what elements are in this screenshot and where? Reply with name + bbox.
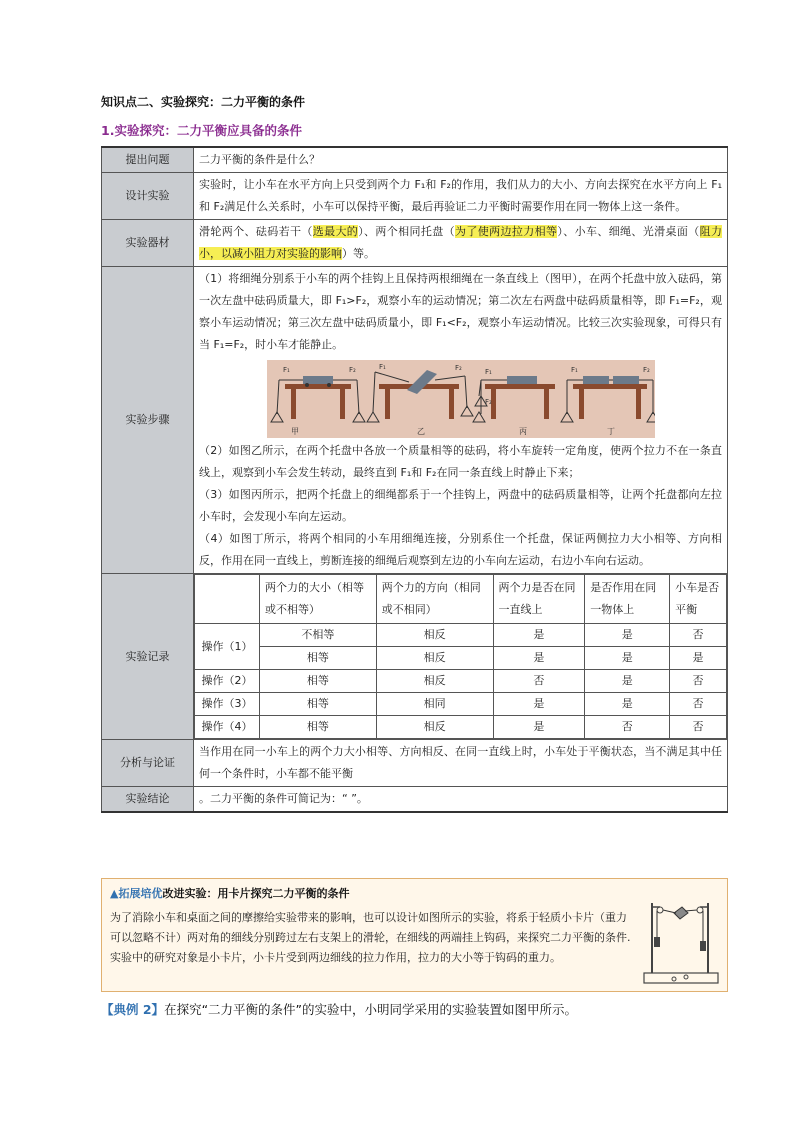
highlight: 选最大的 xyxy=(312,225,359,238)
example-line xyxy=(101,1000,577,1018)
force-label: F₂ xyxy=(454,364,462,372)
row-question xyxy=(102,147,728,173)
figure-label-bing: 丙 xyxy=(518,427,527,436)
table-cell: 是 xyxy=(585,693,670,716)
column-header: 小车是否平衡 xyxy=(670,575,727,624)
subsection-heading: 1.实验探究：二力平衡应具备的条件 xyxy=(101,123,302,138)
row-label: 实验记录 xyxy=(102,574,194,740)
record-header-row xyxy=(195,575,727,624)
highlight: 阻力小，以减小阻力对实验的影响 xyxy=(199,225,723,260)
table-cell: 是 xyxy=(585,647,670,670)
table-cell: 相等 xyxy=(260,647,377,670)
row-record xyxy=(102,574,728,740)
table-cell: 否 xyxy=(585,716,670,739)
table-row xyxy=(195,670,727,693)
column-header: 两个力的方向（相同或不相同） xyxy=(376,575,493,624)
row-analysis xyxy=(102,740,728,787)
step-2: （2）如图乙所示，在两个托盘中各放一个质量相等的砝码，将小车旋转一定角度，使两个拉力不在一条直线上，观察到小车会发生转动，最终直到 F₁和 F₂在同一条直线上时静止下来； xyxy=(199,444,722,479)
force-label: F₂ xyxy=(484,398,492,406)
force-label: F₁ xyxy=(282,366,290,374)
table-cell: 是 xyxy=(493,647,585,670)
table-cell: 否 xyxy=(670,693,727,716)
table-cell: 相反 xyxy=(376,624,493,647)
header-blank xyxy=(195,575,260,624)
table-cell: 否 xyxy=(670,670,727,693)
table-cell: 是 xyxy=(493,693,585,716)
extension-title xyxy=(110,885,349,901)
row-design xyxy=(102,173,728,220)
force-label: F₁ xyxy=(484,368,492,376)
text-part: ）、小车、细绳、光滑桌面（ xyxy=(557,225,700,238)
step-4: （4）如图丁所示，将两个相同的小车用细绳连接，分别系住一个托盘，保证两侧拉力大小相等、方向相反，作用在同一直线上，剪断连接的细绳后观察到左边的小车向左运动，右边小车向右运动。 xyxy=(199,532,722,567)
table-cell: 是 xyxy=(670,647,727,670)
force-label: F₂ xyxy=(348,366,356,374)
row-content xyxy=(194,574,728,740)
extension-title-text: 改进实验：用卡片探究二力平衡的条件 xyxy=(162,887,350,900)
extension-box xyxy=(101,878,728,992)
force-label: F₂ xyxy=(642,366,650,374)
table-cell: 相等 xyxy=(260,716,377,739)
table-cell: 否 xyxy=(670,624,727,647)
row-content: 。二力平衡的条件可简记为：“ ”。 xyxy=(194,787,728,813)
table-cell: 是 xyxy=(585,670,670,693)
table-cell: 是 xyxy=(493,716,585,739)
row-conclusion xyxy=(102,787,728,813)
table-cell: 相反 xyxy=(376,670,493,693)
operation-label: 操作（3） xyxy=(195,693,260,716)
step-3: （3）如图丙所示，把两个托盘上的细绳都系于一个挂钩上，两盘中的砝码质量相等，让两个托盘都向左拉小车时，会发现小车向左运动。 xyxy=(199,488,722,523)
force-label: F₁ xyxy=(378,363,386,371)
experiment-figure xyxy=(267,360,655,438)
table-cell: 否 xyxy=(493,670,585,693)
row-content xyxy=(194,267,728,574)
section-heading: 知识点二、实验探究：二力平衡的条件 xyxy=(101,95,306,109)
table-cell: 否 xyxy=(670,716,727,739)
example-text: 在探究“二力平衡的条件”的实验中，小明同学采用的实验装置如图甲所示。 xyxy=(164,1002,578,1017)
operation-label: 操作（4） xyxy=(195,716,260,739)
table-row xyxy=(195,647,727,670)
step-1: （1）将细绳分别系于小车的两个挂钩上且保持两根细绳在一条直线上（图甲），在两个托盘中放入砝码，第一次左盘中砝码质量大，即 F₁>F₂，观察小车的运动情况；第二次左右两盘中砝码质量相等，即 F₁=F₂，观察小车运动情况；第三次左盘中砝码质量小，即 F₁<F₂，观察小车运动情况。比较三次实验现象，可得只有当 F₁=F₂，时小车才能静止。 xyxy=(199,272,722,351)
table-cell: 不相等 xyxy=(260,624,377,647)
row-content: 实验时，让小车在水平方向上只受到两个力 F₁和 F₂的作用，我们从力的大小、方向去探究在水平方向上 F₁和 F₂满足什么关系时，小车可以保持平衡，最后再验证二力平衡时需要作用在同一物体上这一条件。 xyxy=(194,173,728,220)
extension-text: 为了消除小车和桌面之间的摩擦给实验带来的影响，也可以设计如图所示的实验，将系于轻质小卡片（重力可以忽略不计）两对角的细线分别跨过左右支架上的滑轮，在细线的两端挂上钩码，来探究二力平衡的条件.实验中的研究对象是小卡片，小卡片受到两边细线的拉力作用，拉力的大小等于钩码的重力。 xyxy=(110,911,631,964)
experiment-table xyxy=(101,146,728,813)
column-header: 两个力是否在同一直线上 xyxy=(493,575,585,624)
row-label: 分析与论证 xyxy=(102,740,194,787)
row-content xyxy=(194,220,728,267)
table-cell: 是 xyxy=(493,624,585,647)
figure-label-ding: 丁 xyxy=(606,427,615,436)
table-row xyxy=(195,716,727,739)
operation-label: 操作（1） xyxy=(195,624,260,670)
text-part: 滑轮两个、砝码若干（ xyxy=(199,225,313,238)
extension-tag: ▲拓展培优 xyxy=(110,887,163,900)
force-label: F₁ xyxy=(570,366,578,374)
row-steps xyxy=(102,267,728,574)
row-label: 实验结论 xyxy=(102,787,194,813)
table-cell: 相反 xyxy=(376,647,493,670)
row-label: 提出问题 xyxy=(102,147,194,173)
record-table xyxy=(194,574,727,739)
table-cell: 是 xyxy=(585,624,670,647)
table-row xyxy=(195,624,727,647)
operation-label: 操作（2） xyxy=(195,670,260,693)
highlight: 为了使两边拉力相等 xyxy=(455,225,558,238)
column-header: 是否作用在同一物体上 xyxy=(585,575,670,624)
figure-label-yi: 乙 xyxy=(416,427,425,436)
table-cell: 相同 xyxy=(376,693,493,716)
figure-label-jia: 甲 xyxy=(290,427,299,436)
table-cell: 相等 xyxy=(260,670,377,693)
row-content: 当作用在同一小车上的两个力大小相等、方向相反、在同一直线上时，小车处于平衡状态，当不满足其中任何一个条件时，小车都不能平衡 xyxy=(194,740,728,787)
example-tag: 【典例 2】 xyxy=(101,1002,165,1017)
table-row xyxy=(195,693,727,716)
row-equipment xyxy=(102,220,728,267)
card-apparatus-figure xyxy=(638,889,722,987)
text-part: ）等。 xyxy=(342,247,375,260)
row-label: 实验步骤 xyxy=(102,267,194,574)
column-header: 两个力的大小（相等或不相等） xyxy=(260,575,377,624)
text-part: ）、两个相同托盘（ xyxy=(358,225,456,238)
table-cell: 相反 xyxy=(376,716,493,739)
row-label: 设计实验 xyxy=(102,173,194,220)
table-cell: 相等 xyxy=(260,693,377,716)
row-label: 实验器材 xyxy=(102,220,194,267)
row-content: 二力平衡的条件是什么？ xyxy=(194,147,728,173)
